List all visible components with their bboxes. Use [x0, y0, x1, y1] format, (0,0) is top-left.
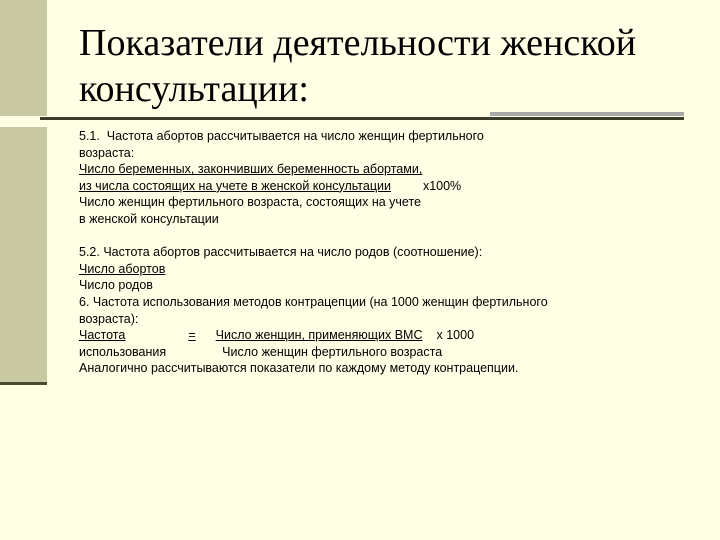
section-6-label-part1: Частота	[79, 328, 126, 343]
title-divider-rule	[40, 117, 684, 120]
slide-title: Показатели деятельности женской консультации:	[79, 22, 637, 110]
section-6-equals: =	[188, 328, 196, 343]
section-6-formula-row	[79, 327, 699, 344]
section-5-1-numerator-line2: из числа состоящих на учете в женской консультации	[79, 178, 391, 193]
title-accent-rule	[490, 112, 684, 116]
section-6-label-part2: использования	[79, 344, 167, 359]
decorative-side-bar-line	[0, 382, 47, 385]
section-6-numerator: Число женщин, применяющих ВМС	[215, 328, 423, 343]
slide-body	[79, 128, 699, 377]
section-5-2-line1: 5.2. Частота абортов рассчитывается на число родов (соотношение):	[79, 245, 483, 260]
section-6-line1: 6. Частота использования методов контрацепции (на 1000 женщин фертильного	[79, 294, 548, 309]
section-6-footer: Аналогично рассчитываются показатели по каждому методу контрацепции.	[79, 361, 519, 376]
decorative-side-bar-bottom	[0, 127, 47, 382]
decorative-side-bar-top	[0, 0, 47, 116]
section-5-2-numerator: Число абортов	[79, 261, 166, 276]
section-5-1-numerator-line1: Число беременных, закончивших беременность абортами,	[79, 162, 423, 177]
section-5-1-multiplier: х100%	[422, 178, 462, 193]
section-5-1-line1: 5.1. Частота абортов рассчитывается на число женщин фертильного	[79, 129, 484, 143]
section-5-1-denominator-line2: в женской консультации	[79, 211, 219, 226]
section-6-multiplier: х 1000	[436, 328, 475, 343]
section-5-1-numerator-row	[79, 178, 699, 195]
section-6-denominator-row	[79, 344, 699, 361]
section-6-line2: возраста):	[79, 311, 139, 326]
section-5-1-denominator-line1: Число женщин фертильного возраста, состоящих на учете	[79, 195, 422, 210]
paragraph-spacer	[79, 228, 699, 245]
section-5-2-denominator: Число родов	[79, 278, 153, 293]
section-5-1-line2: возраста:	[79, 145, 135, 160]
section-6-formula-underlined	[79, 328, 436, 342]
section-6-denominator: Число женщин фертильного возраста	[222, 344, 443, 359]
